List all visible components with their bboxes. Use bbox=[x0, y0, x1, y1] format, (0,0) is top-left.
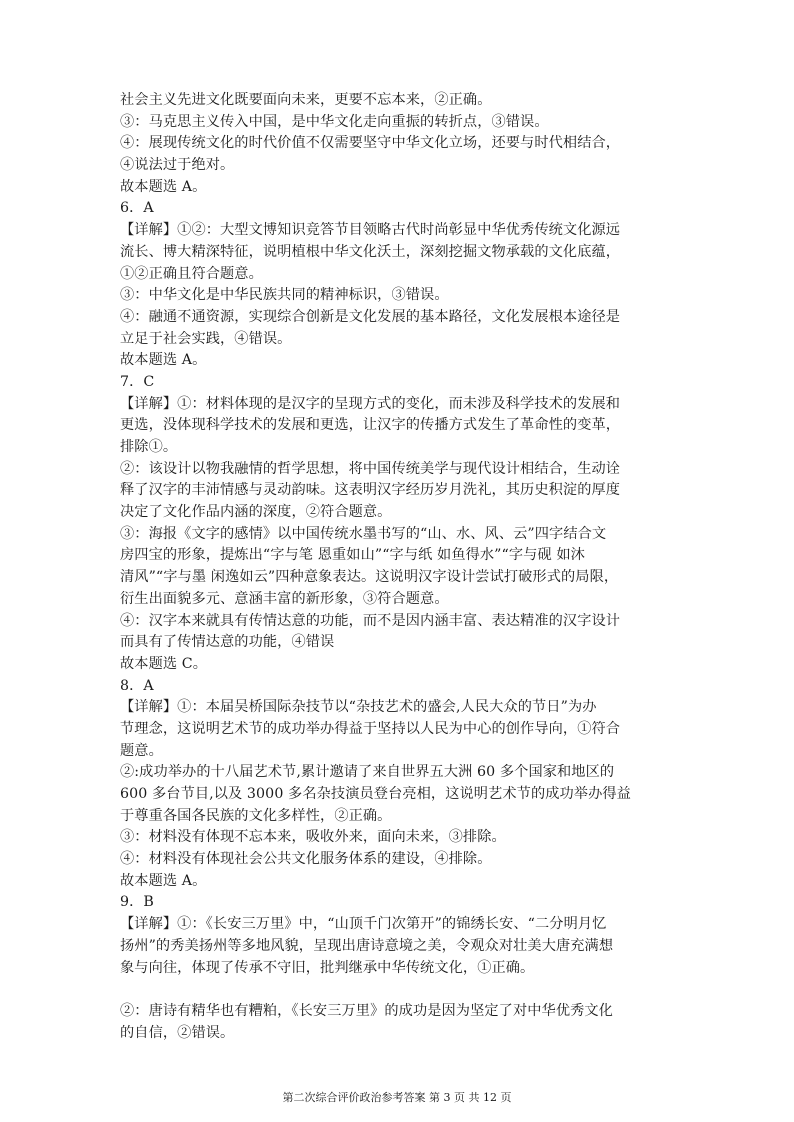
text-line: ②：唐诗有精华也有糟粕，《长安三万里》的成功是因为坚定了对中华优秀文化 bbox=[120, 1002, 613, 1019]
text-line: ③：马克思主义传入中国，是中华文化走向重振的转折点，③错误。 bbox=[120, 113, 549, 130]
text-line: ③：材料没有体现不忘本来，吸收外来，面向未来，③排除。 bbox=[120, 829, 506, 846]
text-line: 房四宝的形象，提炼出“字与笔 恩重如山”“字与纸 如鱼得水”“字与砚 如沐 bbox=[120, 547, 585, 564]
text-line: 【详解】①：材料体现的是汉字的呈现方式的变化，而未涉及科学技术的发展和 bbox=[120, 395, 621, 412]
text-line: 清风”“字与墨 闲逸如云”四种意象表达。这说明汉字设计尝试打破形式的局限， bbox=[120, 569, 619, 586]
text-line: 【详解】①：《长安三万里》中，“山顶千门次第开”的锦绣长安、“二分明月忆 bbox=[120, 916, 607, 933]
text-line: 故本题选 C。 bbox=[120, 655, 208, 672]
page-footer: 第二次综合评价政治参考答案 第 3 页 共 12 页 bbox=[282, 1091, 512, 1104]
text-line: 故本题选 A。 bbox=[120, 352, 207, 369]
text-line: 而具有了传情达意的功能，④错误 bbox=[120, 634, 335, 651]
text-line: ④：融通不通资源，实现综合创新是文化发展的基本路径，文化发展根本途径是 bbox=[120, 308, 621, 325]
text-line bbox=[120, 979, 680, 1001]
text-line: 更选，没体现科学技术的发展和更选，让汉字的传播方式发生了革命性的变革， bbox=[120, 417, 621, 434]
text-line: 故本题选 A。 bbox=[120, 872, 207, 889]
text-line: 扬州”的秀美扬州等多地风貌，呈现出唐诗意境之美，令观众对壮美大唐充满想 bbox=[120, 937, 614, 954]
text-line: 【详解】①：本届吴桥国际杂技节以“杂技艺术的盛会,人民大众的节日”为办 bbox=[120, 699, 597, 716]
text-line: 象与向往，体现了传承不守旧，批判继承中华传统文化，①正确。 bbox=[120, 959, 535, 976]
text-line: 于尊重各国各民族的文化多样性，②正确。 bbox=[120, 807, 392, 824]
text-line: 节理念，这说明艺术节的成功举办得益于坚持以人民为中心的创作导向，①符合 bbox=[120, 720, 621, 737]
text-line: ③：中华文化是中华民族共同的精神标识，③错误。 bbox=[120, 287, 449, 304]
text-line: 衍生出面貌多元、意涵丰富的新形象，③符合题意。 bbox=[120, 590, 449, 607]
text-line: ④：展现传统文化的时代价值不仅需要坚守中华文化立场，还要与时代相结合， bbox=[120, 135, 621, 152]
document-body bbox=[120, 90, 680, 1044]
text-line: ②：该设计以物我融情的哲学思想，将中国传统美学与现代设计相结合，生动诠 bbox=[120, 460, 621, 477]
text-line: ④：材料没有体现社会公共文化服务体系的建设，④排除。 bbox=[120, 851, 492, 868]
text-line: 决定了文化作品内涵的深度，②符合题意。 bbox=[120, 504, 392, 521]
text-line: 排除①。 bbox=[120, 439, 178, 455]
text-line: 故本题选 A。 bbox=[120, 178, 207, 195]
text-line: 立足于社会实践，④错误。 bbox=[120, 330, 292, 347]
text-line: 600 多台节目,以及 3000 多名杂技演员登台亮相，这说明艺术节的成功举办得益 bbox=[120, 786, 631, 802]
text-line: 7．C bbox=[120, 373, 155, 390]
text-line: 6．A bbox=[120, 200, 154, 217]
text-line: 的自信，②错误。 bbox=[120, 1024, 235, 1041]
text-line: ①②正确且符合题意。 bbox=[120, 265, 263, 282]
text-line: 题意。 bbox=[120, 742, 163, 759]
text-line: 8．A bbox=[120, 677, 154, 694]
text-line: 9．B bbox=[120, 894, 154, 911]
text-line: ②:成功举办的十八届艺术节,累计邀请了来自世界五大洲 60 多个国家和地区的 bbox=[120, 764, 615, 781]
text-line: ③：海报《文字的感情》以中国传统水墨书写的“山、水、风、云”四字结合文 bbox=[120, 525, 607, 542]
text-line: ④：汉字本来就具有传情达意的功能，而不是因内涵丰富、表达精准的汉字设计 bbox=[120, 612, 621, 629]
text-line: 流长、博大精深特征，说明植根中华文化沃土，深刻挖掘文物承载的文化底蕴， bbox=[120, 243, 621, 260]
text-line: 社会主义先进文化既要面向未来，更要不忘本来，②正确。 bbox=[120, 92, 492, 108]
text-line: ④说法过于绝对。 bbox=[120, 157, 235, 174]
text-line: 释了汉字的丰沛情感与灵动韵味。这表明汉字经历岁月洗礼，其历史积淀的厚度 bbox=[120, 482, 621, 499]
text-line: 【详解】①②：大型文博知识竞答节目领略古代时尚彰显中华优秀传统文化源远 bbox=[120, 222, 621, 239]
